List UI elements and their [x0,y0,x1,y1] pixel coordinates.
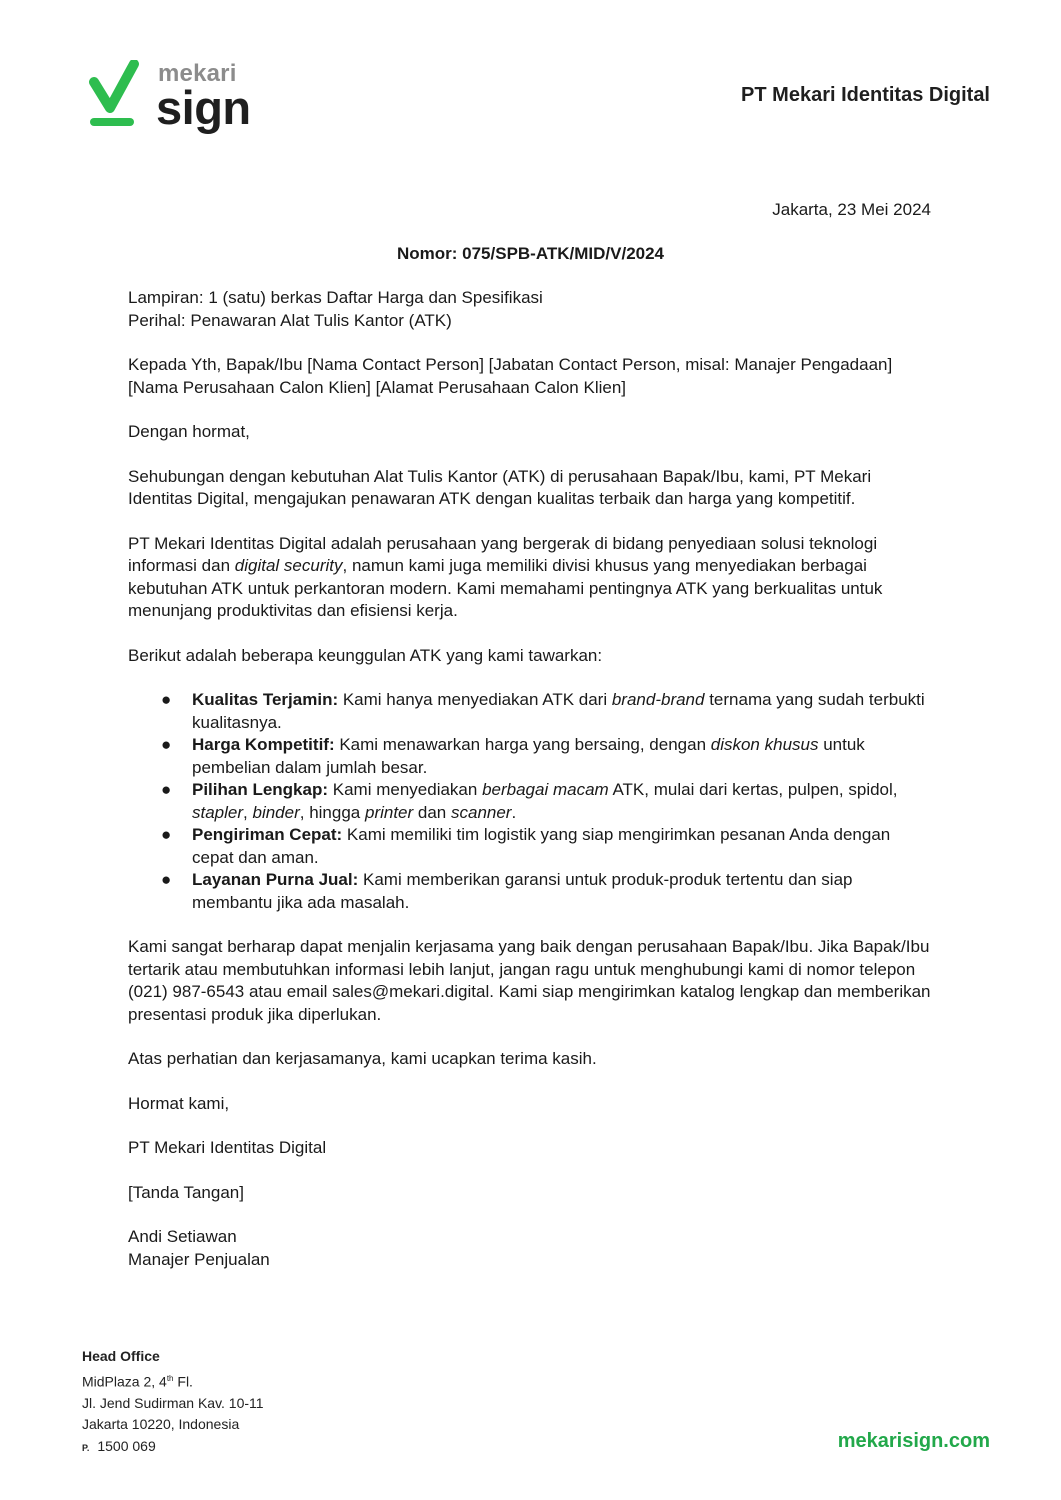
letter-number: Nomor: 075/SPB-ATK/MID/V/2024 [396,244,665,263]
paragraph-company: PT Mekari Identitas Digital adalah perusahaan yang bergerak di bidang penyediaan solusi teknologi informasi dan digital security, namun kami juga memiliki divisi khusus yang menyediakan berbagai kebutuhan ATK untuk perkantoran modern. Kami memahami pentingnya ATK yang berkualitas untuk menunjang produktivitas dan efisiensi kerja. [128,533,883,620]
footer-address-line-2: Jl. Jend Sudirman Kav. 10-11 [82,1394,264,1411]
bullet-icon: ● [161,780,172,799]
bullet-icon: ● [161,735,172,754]
sender-company: PT Mekari Identitas Digital [128,1138,327,1157]
recipient-line-2: [Nama Perusahaan Calon Klien] [Alamat Perusahaan Calon Klien] [128,377,627,397]
bullet-icon: ● [161,825,172,844]
footer-address-line-3: Jakarta 10220, Indonesia [82,1416,240,1433]
footer-website-link[interactable]: mekarisign.com [837,1430,990,1452]
signature-placeholder: [Tanda Tangan] [128,1182,244,1202]
footer-address [82,1346,264,1459]
footer-heading: Head Office [82,1348,160,1364]
letter-body [128,287,933,1271]
list-intro: Berikut adalah beberapa keunggulan ATK yang kami tawarkan: [128,645,603,665]
mekari-sign-logo [88,60,268,140]
salutation: Dengan hormat, [128,422,250,441]
list-item: ● Harga Kompetitif: Kami menawarkan harga yang bersaing, dengan diskon khusus untuk pembelian dalam jumlah besar. [161,735,865,777]
paragraph-contact: Kami sangat berharap dapat menjalin kerjasama yang baik dengan perusahaan Bapak/Ibu. Jika Bapak/Ibu tertarik atau membutuhkan informasi lebih lanjut, jangan ragu untuk menghubungi kami di nomor telepon (021) 987-6543 atau email sales@mekari.digital. Kami siap mengirimkan katalog lengkap dan memberikan presentasi produk jika diperlukan. [128,937,931,1024]
footer-phone: P. 1500 069 [82,1437,156,1454]
logo-text-sign: sign [156,81,251,134]
paragraph-intro: Sehubungan dengan kebutuhan Alat Tulis Kantor (ATK) di perusahaan Bapak/Ibu, kami, PT Mekari Identitas Digital, mengajukan penawaran ATK dengan kualitas terbaik dan harga yang kompetitif. [128,466,872,508]
list-item: ● Layanan Purna Jual: Kami memberikan garansi untuk produk-produk tertentu dan siap membantu jika ada masalah. [161,870,853,912]
logo-text-mekari: mekari [158,60,237,87]
closing: Hormat kami, [128,1093,230,1113]
subject-line: Perihal: Penawaran Alat Tulis Kantor (ATK) [128,310,452,330]
paragraph-thanks: Atas perhatian dan kerjasamanya, kami ucapkan terima kasih. [128,1049,597,1068]
header-company-name: PT Mekari Identitas Digital [741,84,990,106]
signer-title: Manajer Penjualan [128,1249,270,1269]
list-item: ● Pengiriman Cepat: Kami memiliki tim logistik yang siap mengirimkan pesanan Anda dengan cepat dan aman. [161,825,891,867]
checkmark-logo-icon [88,60,142,130]
signer-name: Andi Setiawan [128,1227,237,1246]
advantages-list [128,689,933,914]
footer-address-line-1: MidPlaza 2, 4th Fl. [82,1373,193,1390]
bullet-icon: ● [161,870,172,889]
list-item: ● Pilihan Lengkap: Kami menyediakan berbagai macam ATK, mulai dari kertas, pulpen, spidol, stapler, binder, hingga printer dan scanner. [161,780,898,822]
letter-date: Jakarta, 23 Mei 2024 [772,200,931,219]
bullet-icon: ● [161,690,172,709]
list-item: ● Kualitas Terjamin: Kami hanya menyediakan ATK dari brand-brand ternama yang sudah terbukti kualitasnya. [161,690,925,732]
recipient-line-1: Kepada Yth, Bapak/Ibu [Nama Contact Person] [Jabatan Contact Person, misal: Manajer Pengadaan] [128,355,893,374]
attachment-line: Lampiran: 1 (satu) berkas Daftar Harga dan Spesifikasi [128,288,543,307]
